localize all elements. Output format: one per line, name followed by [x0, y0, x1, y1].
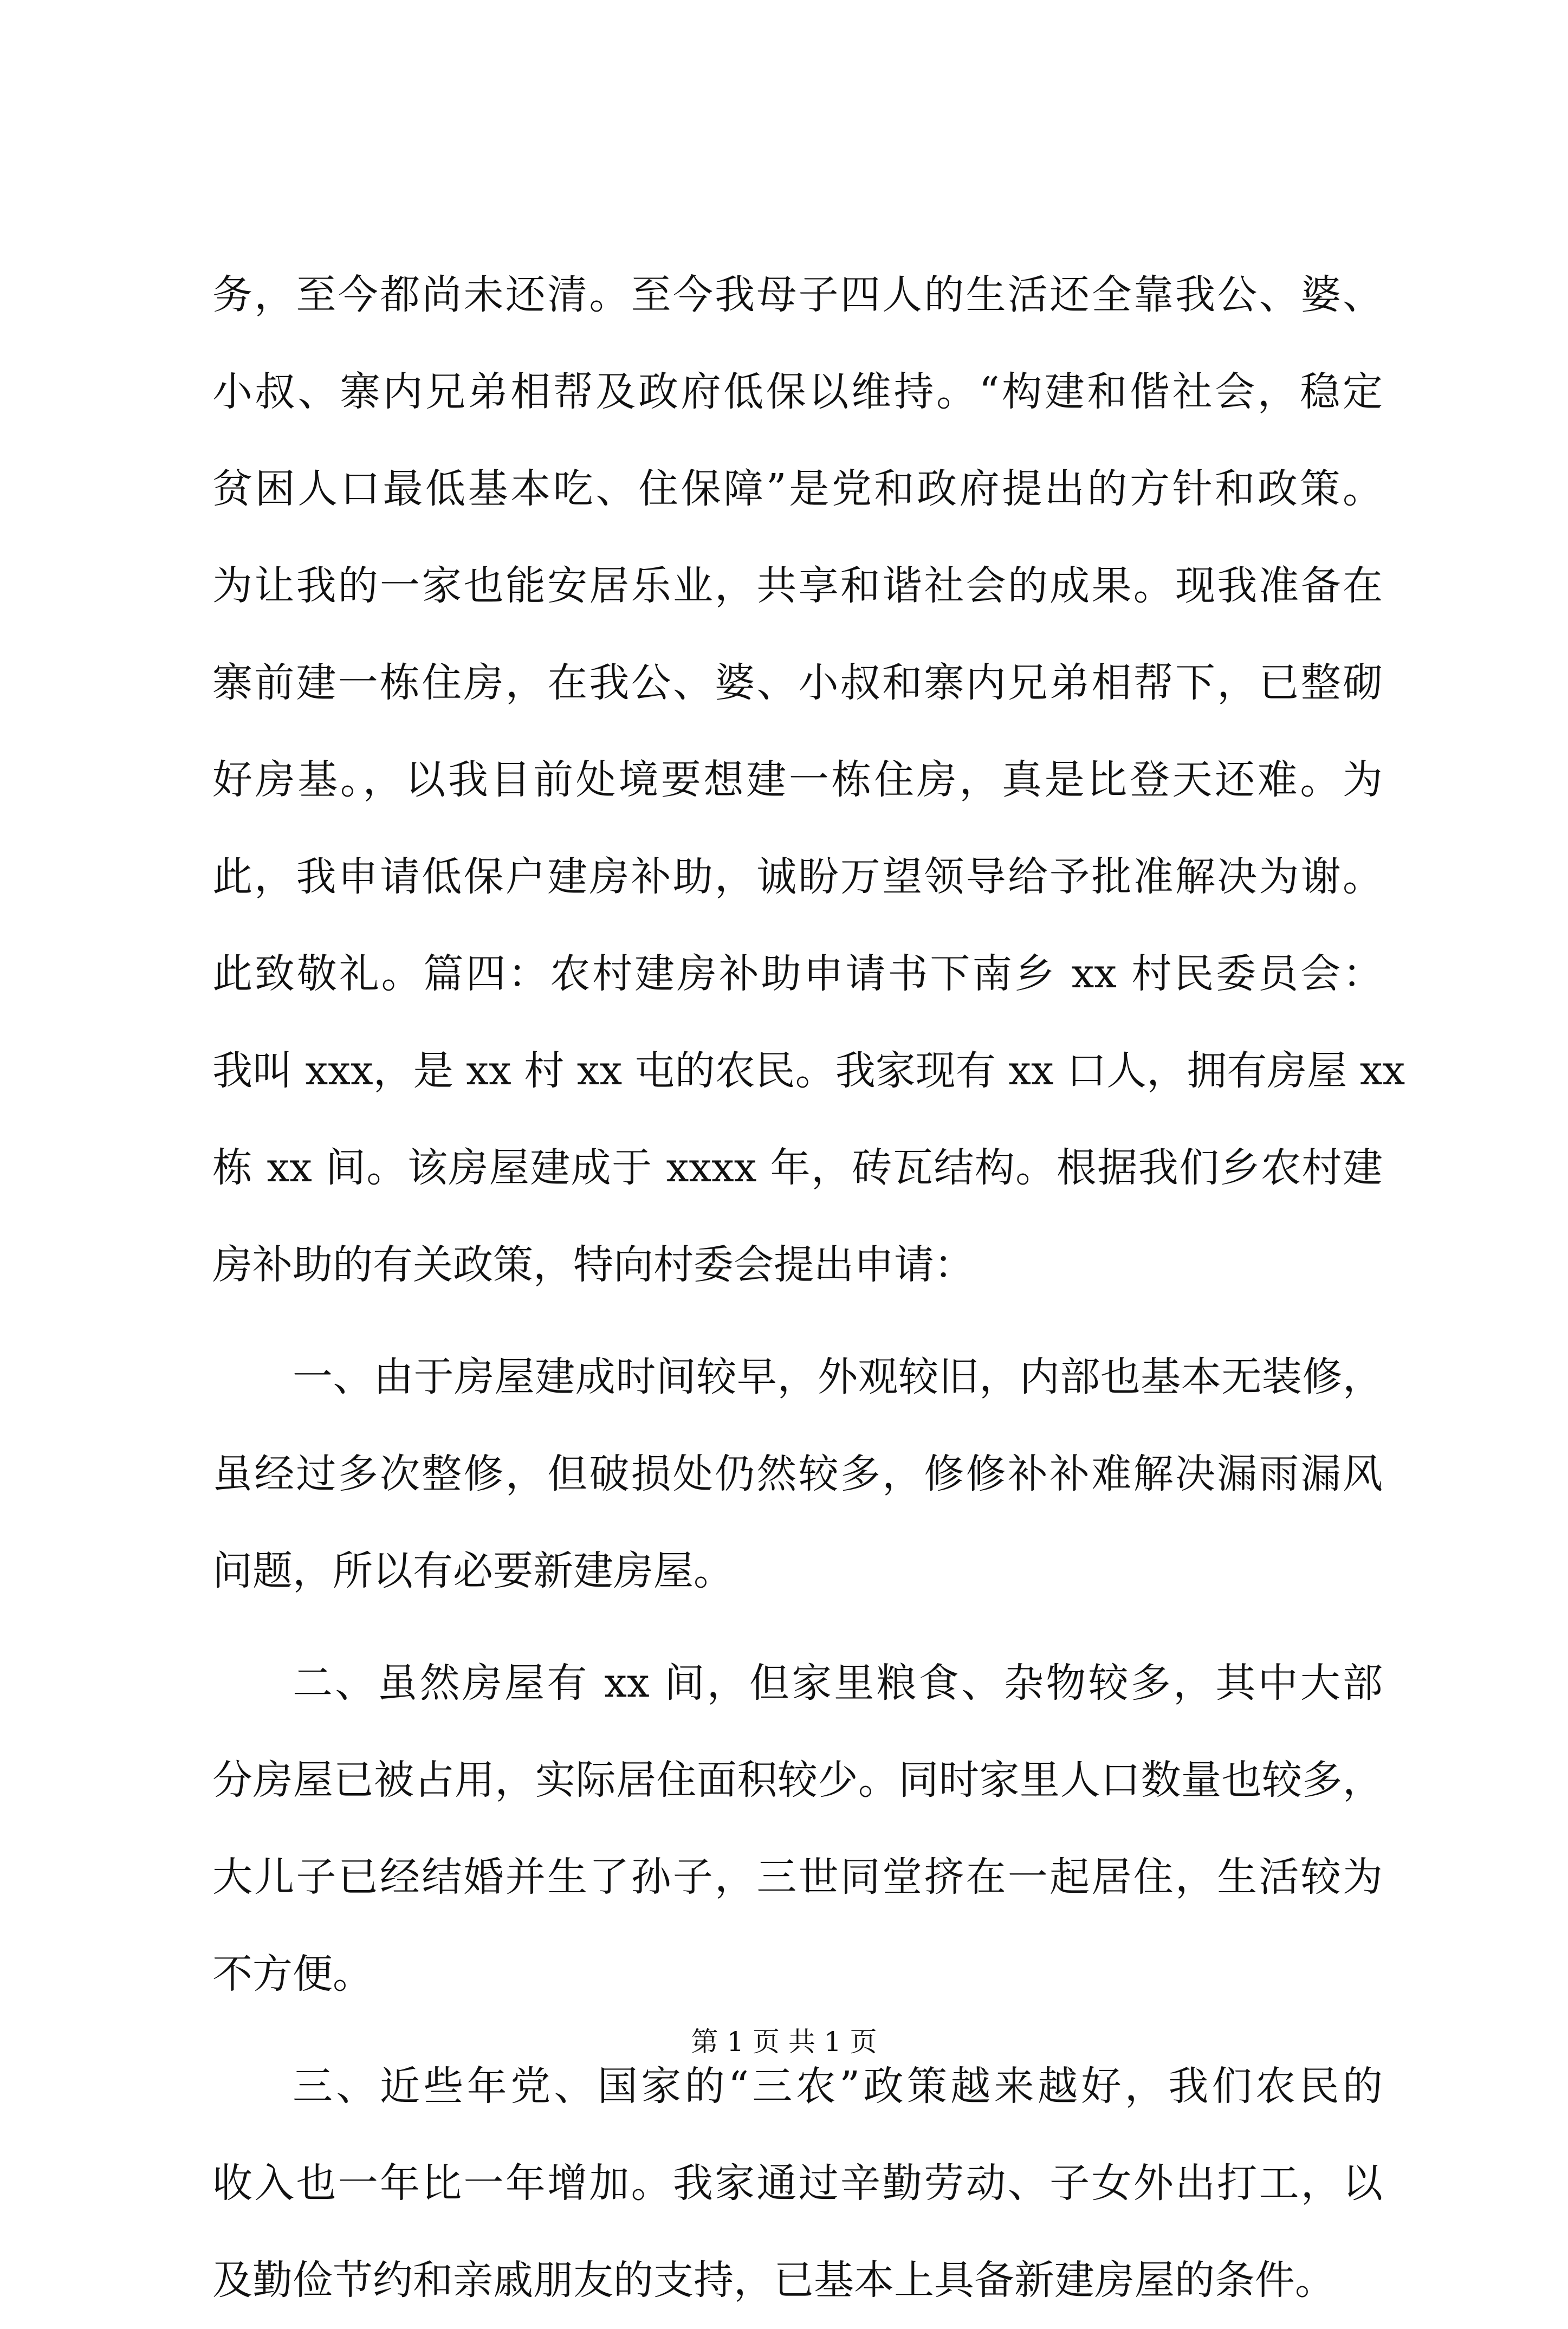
text-line: 务，至今都尚未还清。至今我母子四人的生活还全靠我公、婆、 [212, 271, 1383, 318]
text-line: 我叫 xxx，是 xx 村 xx 屯的农民。我家现有 xx 口人，拥有房屋 xx [212, 1047, 1405, 1094]
text-line: 收入也一年比一年增加。我家通过辛勤劳动、子女外出打工，以 [212, 2160, 1383, 2207]
text-line: 寨前建一栋住房，在我公、婆、小叔和寨内兄弟相帮下，已整砌 [212, 659, 1383, 706]
text-line: 小叔、寨内兄弟相帮及政府低保以维持。“构建和偕社会，稳定 [212, 368, 1383, 415]
text-line: 二、虽然房屋有 xx 间，但家里粮食、杂物较多，其中大部 [293, 1660, 1383, 1706]
document-body [212, 247, 1405, 2329]
text-line: 一、由于房屋建成时间较早，外观较旧，内部也基本无装修， [293, 1354, 1383, 1400]
paragraph [212, 1329, 1383, 1620]
paragraph [212, 247, 1405, 1314]
page-footer: 第 1 页 共 1 页 [691, 2026, 877, 2058]
text-line: 及勤俭节约和亲戚朋友的支持，已基本上具备新建房屋的条件。 [212, 2257, 1335, 2304]
text-line: 房补助的有关政策，特向村委会提出申请： [212, 1241, 974, 1288]
text-line: 三、近些年党、国家的“三农”政策越来越好，我们农民的 [293, 2063, 1383, 2110]
text-line: 分房屋已被占用，实际居住面积较少。同时家里人口数量也较多， [212, 1757, 1383, 1803]
paragraph [212, 1635, 1383, 2023]
text-line: 贫困人口最低基本吃、住保障”是党和政府提出的方针和政策。 [212, 465, 1383, 512]
text-line: 问题，所以有必要新建房屋。 [212, 1548, 734, 1594]
text-line: 此致敬礼。篇四：农村建房补助申请书下南乡 xx 村民委员会： [212, 950, 1383, 997]
text-line: 不方便。 [212, 1951, 373, 1997]
text-line: 栋 xx 间。该房屋建成于 xxxx 年，砖瓦结构。根据我们乡农村建 [212, 1144, 1383, 1191]
text-line: 虽经过多次整修，但破损处仍然较多，修修补补难解决漏雨漏风 [212, 1451, 1383, 1497]
paragraph-gap [212, 1620, 1383, 1635]
text-line: 好房基。，以我目前处境要想建一栋住房，真是比登天还难。为 [212, 756, 1383, 803]
text-line: 大儿子已经结婚并生了孙子，三世同堂挤在一起居住，生活较为 [212, 1854, 1383, 1900]
paragraph [212, 2038, 1383, 2329]
paragraph-gap [212, 1314, 1383, 1329]
text-line: 为让我的一家也能安居乐业，共享和谐社会的成果。现我准备在 [212, 562, 1383, 609]
text-line: 此，我申请低保户建房补助，诚盼万望领导给予批准解决为谢。 [212, 853, 1383, 900]
